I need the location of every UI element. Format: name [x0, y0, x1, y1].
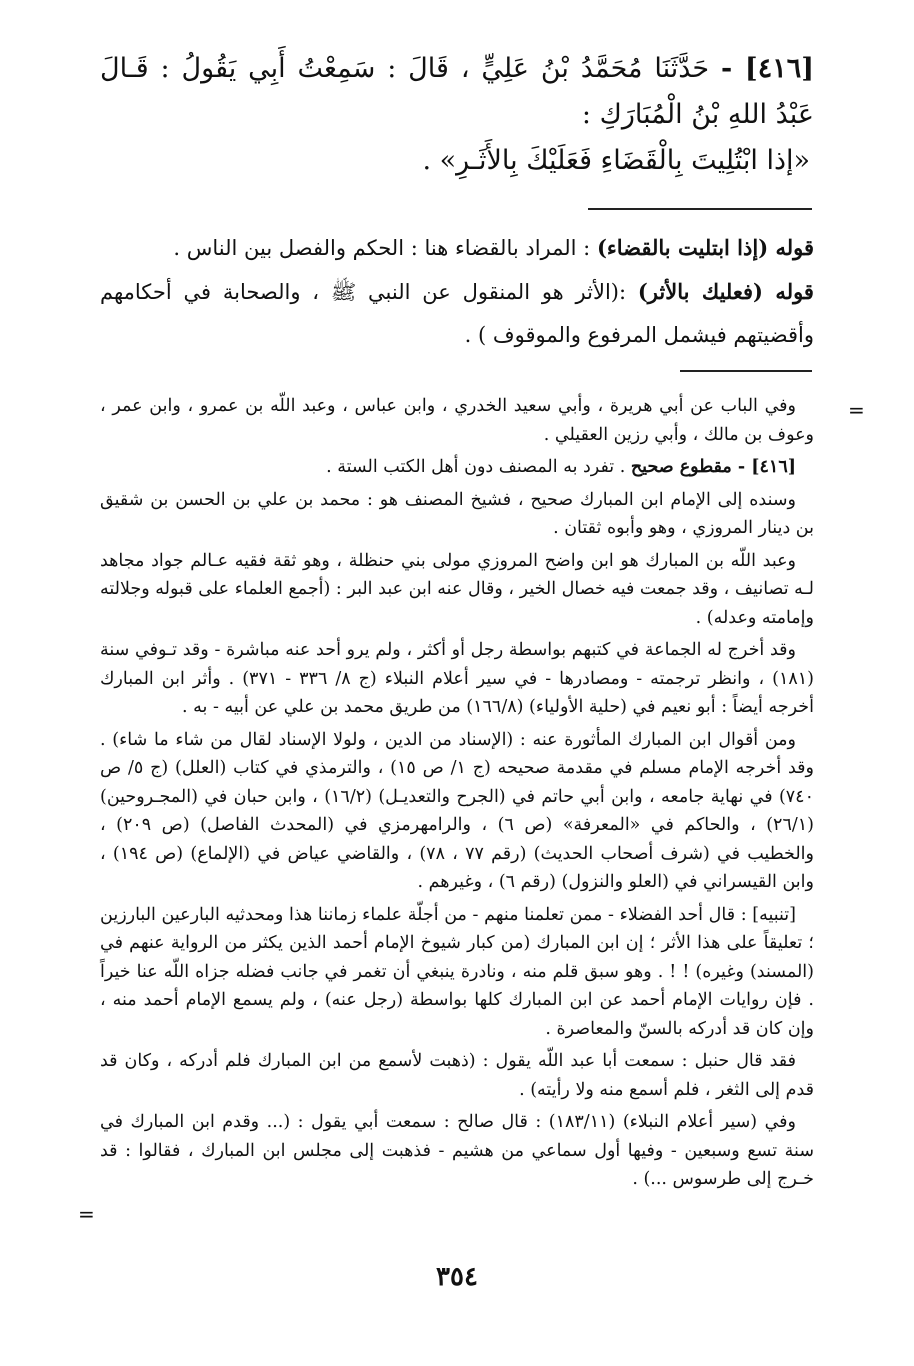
footnote-paragraph: وعبد اللّه بن المبارك هو ابن واضح المروزي مولى بني حنظلة ، وهو ثقة فقيه عـالم جواد مجاهد لـه تصانيف ، وقد جمعت فيه خصال الخير ، وقال عنه ابن عبد البر : (أجمع العلماء على قبوله وجلالته وإمامته وعدله) .: [100, 550, 814, 628]
hadith-isnad-line: [100, 46, 814, 138]
hadith-number: [٤١٦] -: [721, 53, 814, 84]
footnotes-block: [100, 392, 814, 1198]
explanation-label: قوله (فعليك بالأثر): [637, 279, 814, 304]
explanation-label: قوله (إذا ابتليت بالقضاء): [596, 235, 814, 260]
footnote-separator-rule: [680, 370, 812, 372]
footnote-paragraph: [تنبيه] : قال أحد الفضلاء - ممن تعلمنا منهم - من أجلّة علماء زماننا هذا ومحدثيه البارعين البارزين ؛ تعليقاً على هذا الأثر ؛ إن ابن المبارك (من كبار شيوخ الإمام أحمد الذين يكثر من الرواية عنهم في (المسند) وغيره) ! ! . وهو سبق قلم منه ، ونادرة ينبغي أن تغمر في جانب فضله جزاه اللّه عنا خيراً . فإن روايات الإمام أحمد عن ابن المبارك كلها بواسطة (رجل عنه) ، ولم يسمع الإمام أحمد منه ، وإن كان قد أدركه بالسنّ والمعاصرة .: [100, 904, 814, 1039]
footnote-text: . تفرد به المصنف دون أهل الكتب الستة .: [326, 457, 626, 477]
hadith-matn: «إذا ابْتُلِيتَ بِالْقَضَاءِ فَعَلَيْكَ بِالأَثَـرِ» .: [422, 145, 810, 176]
footnote-paragraph: ومن أقوال ابن المبارك المأثورة عنه : (الإسناد من الدين ، ولولا الإسناد لقال من شاء ما شاء) . وقد أخرجه الإمام مسلم في مقدمة صحيحه (ج ١/ ص ١٥) ، والترمذي في كتاب (العلل) (ج ٥/ ص ٧٤٠) في نهاية جامعه ، وابن أبي حاتم في (الجرح والتعديـل) (١٦/٢) ، وابن حبان في (المجـروحين) (٢٦/١) ، والحاكم في «المعرفة» (ص ٦) ، والرامهرمزي في (المحدث الفاصل) (ص ٢٠٩) ، والخطيب في (شرف أصحاب الحديث) (رقم ٧٧ ، ٧٨) ، والقاضي عياض في (الإلماع) (ص ١٩٤) ، وابن القيسراني في (العلو والنزول) (رقم ٦) ، وغيرهم .: [100, 729, 814, 892]
continuation-mark-top: =: [848, 398, 865, 422]
footnote-label: [٤١٦] - مقطوع صحيح: [630, 457, 796, 477]
explanation-line: [100, 270, 814, 357]
footnote-paragraph: [100, 453, 814, 482]
continuation-mark-bottom: =: [78, 1202, 95, 1226]
footnote-paragraph: وسنده إلى الإمام ابن المبارك صحيح ، فشيخ المصنف هو : محمد بن علي بن الحسن بن شقيق بن دينار المروزي ، وهو وأبوه ثقتان .: [100, 489, 814, 538]
footnote-paragraph: وفي الباب عن أبي هريرة ، وأبي سعيد الخدري ، وابن عباس ، وعبد اللّه بن عمرو ، وابن عمر ، وعوف بن مالك ، وأبي رزين العقيلي .: [100, 396, 814, 445]
explanation-line: [100, 226, 814, 270]
explanation-text: : المراد بالقضاء هنا : الحكم والفصل بين الناس .: [173, 236, 591, 260]
separator-rule: [588, 208, 812, 210]
explanation-block: [100, 226, 814, 357]
page-number: ٣٥٤: [436, 1262, 478, 1292]
hadith-isnad: حَدَّثَنَا مُحَمَّدُ بْنُ عَلِيٍّ ، قَالَ : سَمِعْتُ أَبِي يَقُولُ : قَـالَ عَبْدُ اللهِ بْنُ الْمُبَارَكِ :: [100, 53, 814, 130]
footnote-paragraph: وفي (سير أعلام النبلاء) (١٨٣/١١) : قال صالح : سمعت أبي يقول : (... وقدم ابن المبارك في سنة تسع وسبعين - وفيها أول سماعي من هشيم - فذهبت إلى مجلس ابن المبارك ، فقالوا : قد خـرج إلى طرسوس ...) .: [100, 1112, 814, 1189]
footnote-paragraph: فقد قال حنبل : سمعت أبا عبد اللّه يقول : (ذهبت لأسمع من ابن المبارك فلم أدركه ، وكان قد قدم إلى الثغر ، فلم أسمع منه ولا رأيته) .: [100, 1051, 814, 1100]
explanation-text: :(الأثر هو المنقول عن النبي ﷺ ، والصحابة في أحكامهم وأقضيتهم فيشمل المرفوع والموقوف ) .: [100, 280, 814, 347]
footnote-paragraph: وقد أخرج له الجماعة في كتبهم بواسطة رجل أو أكثر ، ولم يرو أحد عنه مباشرة - وقد تـوفي سنة (١٨١) ، وانظر ترجمته - ومصادرها - في سير أعلام النبلاء (ج ٨/ ٣٣٦ - ٣٧١) . وأثر ابن المبارك أخرجه أيضاً : أبو نعيم في (حلية الأولياء) (١٦٦/٨) من طريق محمد بن علي عن أبيه - به .: [100, 640, 814, 717]
hadith-block: [100, 46, 814, 184]
